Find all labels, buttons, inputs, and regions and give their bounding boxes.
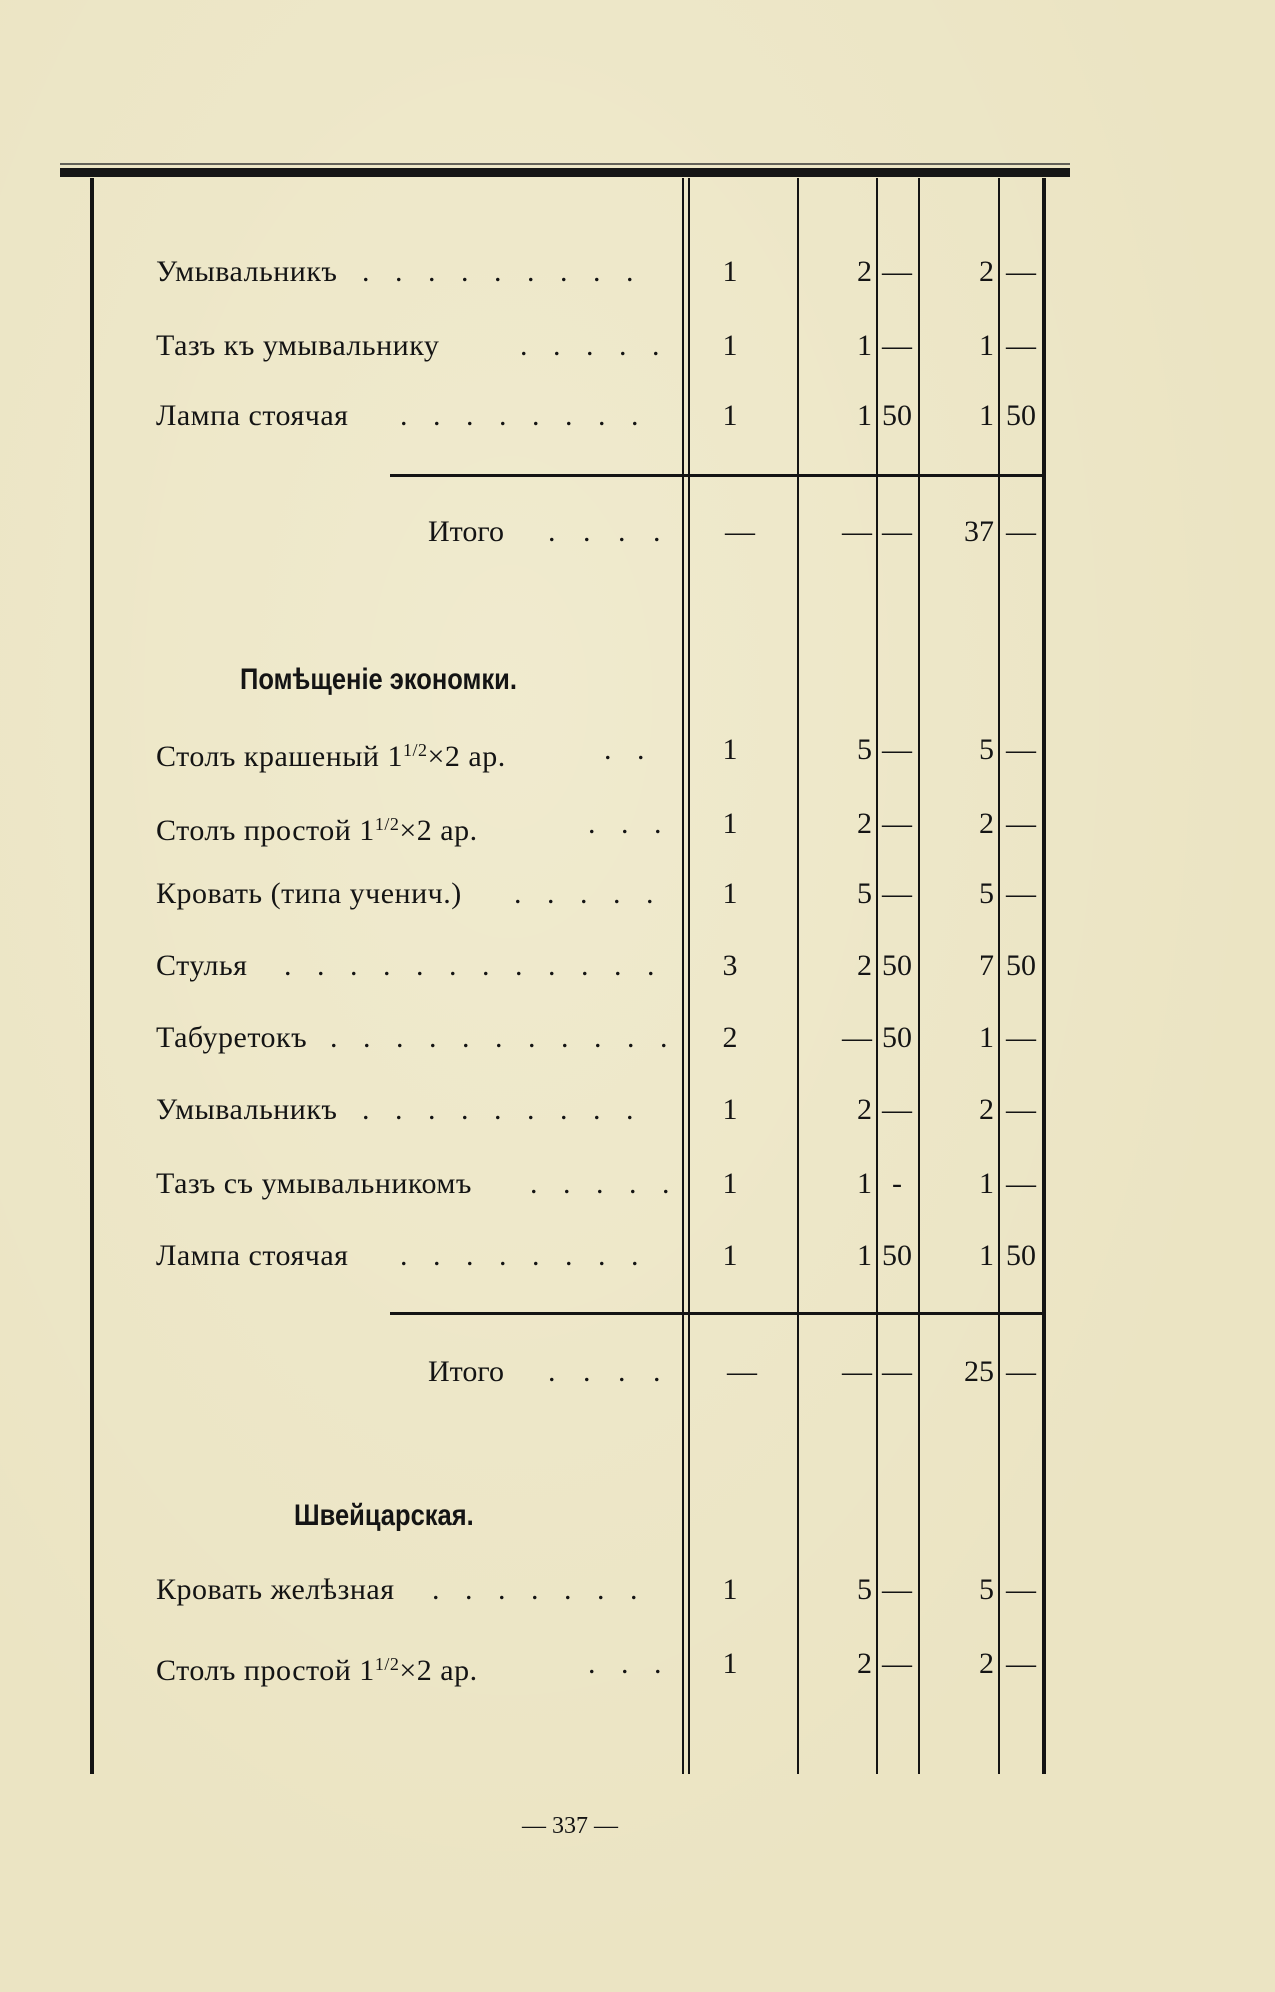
item-sum-rub: 1 (979, 1167, 994, 1200)
leader-dots: . . . . . (514, 877, 663, 910)
item-name: Табуретокъ (156, 1021, 308, 1054)
item-sum-kop: — (1006, 255, 1036, 288)
item-price-kop: — (882, 255, 912, 288)
item-sum-rub: 2 (979, 255, 994, 288)
item-sum-rub: 5 (979, 733, 994, 766)
item-price-kop: 50 (882, 1021, 912, 1054)
table-row (0, 1018, 1275, 1058)
total-price-rub: — (842, 515, 872, 548)
item-price-kop: — (882, 329, 912, 362)
leader-dots: . . . (588, 807, 671, 840)
total-price-kop: — (882, 515, 912, 548)
item-fraction: 1/2 (403, 740, 428, 760)
item-sum-kop: — (1006, 1093, 1036, 1126)
item-qty: 1 (722, 1239, 738, 1272)
item-sum-rub: 2 (979, 1647, 994, 1680)
total-rule (390, 1312, 1042, 1315)
item-price-kop: — (882, 807, 912, 840)
item-name: Лампа стоячая (156, 1239, 349, 1272)
item-sum-kop: — (1006, 807, 1036, 840)
item-name: Кровать желѣзная (156, 1573, 395, 1606)
top-rule (60, 168, 1070, 177)
item-price-rub: 5 (857, 1573, 872, 1606)
item-price-rub: 1 (857, 1167, 872, 1200)
item-name: Лампа стоячая (156, 399, 349, 432)
item-fraction: 1/2 (374, 1654, 400, 1674)
item-sum-kop: 50 (1006, 949, 1036, 982)
item-name: Тазъ съ умывальникомъ (156, 1167, 472, 1200)
item-sum-kop: — (1006, 1021, 1036, 1054)
table-row (0, 1236, 1275, 1276)
item-name: Столъ крашеный $1^{1/2}\times 2$ ар. (156, 740, 506, 773)
table-row (0, 730, 1275, 773)
item-qty: 2 (722, 1021, 738, 1054)
total-price-rub: — (842, 1355, 872, 1388)
item-sum-rub: 5 (979, 877, 994, 910)
leader-dots: . . . . . . . . (400, 1239, 648, 1272)
table-row (0, 1644, 1275, 1687)
item-sum-rub: 2 (979, 807, 994, 840)
item-price-kop: — (882, 733, 912, 766)
total-qty: — (727, 1355, 757, 1388)
item-price-rub: 2 (857, 1647, 872, 1680)
total-label: Итого (428, 1355, 504, 1388)
table-row (0, 1570, 1275, 1610)
item-price-rub: 2 (857, 255, 872, 288)
item-qty: 1 (722, 1167, 738, 1200)
item-sum-rub: 1 (979, 1239, 994, 1272)
table-row (0, 804, 1275, 847)
total-qty: — (725, 515, 755, 548)
table-row (0, 1090, 1275, 1130)
item-price-kop: — (882, 1573, 912, 1606)
item-fraction: 1/2 (374, 814, 400, 834)
leader-dots: . . . . . . . . (400, 399, 648, 432)
item-name: Столъ простой $1^{1/2}\times 2$ ар. (156, 814, 478, 847)
total-sum-kop: — (1006, 1355, 1036, 1388)
leader-dots: . . . (588, 1647, 671, 1680)
item-name: Умывальникъ (156, 1093, 338, 1126)
total-sum-kop: — (1006, 515, 1036, 548)
leader-dots: . . (604, 733, 654, 766)
item-sum-rub: 7 (979, 949, 994, 982)
item-qty: 1 (722, 807, 738, 840)
item-price-kop: — (882, 1647, 912, 1680)
table-row (0, 252, 1275, 292)
item-qty: 1 (722, 733, 738, 766)
item-price-kop: — (882, 1093, 912, 1126)
total-row (0, 512, 1275, 552)
item-name: Тазъ къ умывальнику (156, 329, 440, 362)
leader-dots: . . . . . . . . . (362, 255, 643, 288)
item-name: Столъ простой $1^{1/2}\times 2$ ар. (156, 1654, 478, 1687)
item-sum-rub: 1 (979, 1021, 994, 1054)
item-price-kop: 50 (882, 1239, 912, 1272)
total-sum-rub: 25 (964, 1355, 994, 1388)
table-row (0, 946, 1275, 986)
item-sum-rub: 1 (979, 329, 994, 362)
leader-dots: . . . . . . . . . . . . (284, 949, 664, 982)
top-rule-thin (60, 163, 1070, 165)
item-price-rub: 1 (857, 329, 872, 362)
leader-dots: . . . . . . . . . (362, 1093, 643, 1126)
section-title: Швейцарская. (294, 1499, 474, 1532)
leader-dots: . . . . . (530, 1167, 679, 1200)
table-row (0, 396, 1275, 436)
item-sum-kop: — (1006, 877, 1036, 910)
item-price-kop: - (892, 1167, 902, 1200)
item-price-rub: 2 (857, 949, 872, 982)
item-price-kop: — (882, 877, 912, 910)
item-sum-kop: — (1006, 1647, 1036, 1680)
item-qty: 1 (722, 255, 738, 288)
item-price-rub: 5 (857, 733, 872, 766)
item-qty: 1 (722, 1573, 738, 1606)
leader-dots: . . . . . (520, 329, 669, 362)
item-price-kop: 50 (882, 399, 912, 432)
item-name: Кровать (типа учeнич.) (156, 877, 462, 910)
item-qty: 1 (722, 329, 738, 362)
leader-dots: . . . . (548, 515, 671, 548)
total-sum-rub: 37 (964, 515, 994, 548)
item-sum-rub: 2 (979, 1093, 994, 1126)
total-price-kop: — (882, 1355, 912, 1388)
item-sum-rub: 5 (979, 1573, 994, 1606)
table-row (0, 874, 1275, 914)
item-price-rub: 2 (857, 1093, 872, 1126)
item-qty: 1 (722, 1093, 738, 1126)
item-price-rub: 1 (857, 1239, 872, 1272)
item-name: Стулья (156, 949, 248, 982)
total-rule (390, 474, 1042, 477)
leader-dots: . . . . . . . . . . . (330, 1021, 677, 1054)
total-label: Итого (428, 515, 504, 548)
item-sum-kop: 50 (1006, 1239, 1036, 1272)
item-sum-kop: — (1006, 733, 1036, 766)
leader-dots: . . . . (548, 1355, 671, 1388)
table-row (0, 1164, 1275, 1204)
table-row (0, 326, 1275, 366)
item-price-kop: 50 (882, 949, 912, 982)
page-number: — 337 — (522, 1813, 618, 1839)
item-qty: 1 (722, 1647, 738, 1680)
item-price-rub: 5 (857, 877, 872, 910)
item-qty: 3 (722, 949, 738, 982)
item-qty: 1 (722, 877, 738, 910)
item-price-rub: 2 (857, 807, 872, 840)
item-price-rub: — (842, 1021, 872, 1054)
section-title: Помѣщеніе экономки. (240, 663, 517, 696)
leader-dots: . . . . . . . (432, 1573, 647, 1606)
item-sum-rub: 1 (979, 399, 994, 432)
item-sum-kop: — (1006, 1167, 1036, 1200)
item-sum-kop: — (1006, 1573, 1036, 1606)
item-sum-kop: 50 (1006, 399, 1036, 432)
item-name: Умывальникъ (156, 255, 338, 288)
total-row (0, 1352, 1275, 1392)
item-price-rub: 1 (857, 399, 872, 432)
item-sum-kop: — (1006, 329, 1036, 362)
item-qty: 1 (722, 399, 738, 432)
